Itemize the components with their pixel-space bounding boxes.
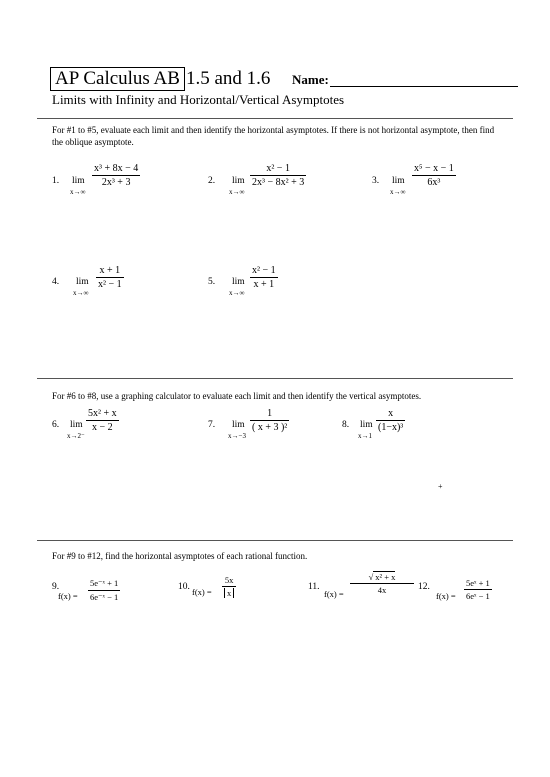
problem-7-approach: x→−3 xyxy=(228,432,246,440)
problem-9-number: 9. xyxy=(52,582,60,592)
problem-4-fraction xyxy=(96,265,124,290)
divider-top xyxy=(37,118,513,119)
problem-2-lim: lim xyxy=(232,176,245,186)
problem-8-fraction xyxy=(376,408,405,433)
problem-12-fraction xyxy=(464,578,492,601)
problem-10-denominator: x xyxy=(224,588,234,598)
problem-7-denominator: ( x + 3 )² xyxy=(252,422,288,433)
problem-8-lim: lim xyxy=(360,420,373,430)
problem-12-number: 12. xyxy=(418,582,430,592)
problem-6-fraction xyxy=(86,408,119,433)
problem-4-denominator: x² − 1 xyxy=(98,279,122,290)
problem-6-approach: x→2⁻ xyxy=(67,432,85,440)
problem-3-numerator: x⁵ − x − 1 xyxy=(414,163,454,174)
problem-12-numerator: 5eˣ + 1 xyxy=(466,578,490,588)
problem-1-denominator: 2x³ + 3 xyxy=(101,177,131,188)
problem-11-function-name: f(x) = xyxy=(324,589,344,599)
problem-9-numerator: 5e⁻ˣ + 1 xyxy=(90,578,119,588)
problem-9-function-name: f(x) = xyxy=(58,591,78,601)
problem-5-number: 5. xyxy=(208,277,216,287)
problem-1-fraction xyxy=(92,163,140,188)
problem-8-approach: x→1 xyxy=(358,432,372,440)
problem-11-denominator: 4x xyxy=(377,585,387,595)
divider-bottom xyxy=(37,540,513,541)
problem-10-number: 10. xyxy=(178,582,190,592)
problem-7-fraction xyxy=(250,408,289,433)
problem-4-lim: lim xyxy=(76,277,89,287)
problem-4-approach: x→∞ xyxy=(73,289,89,297)
stray-plus-mark: + xyxy=(438,482,443,491)
problem-5-approach: x→∞ xyxy=(229,289,245,297)
problem-2-fraction xyxy=(250,163,306,188)
problem-9-denominator: 6e⁻ˣ − 1 xyxy=(90,592,119,602)
problem-2-denominator: 2x³ − 8x² + 3 xyxy=(252,177,305,188)
problem-11-numerator: x² + x xyxy=(375,572,396,582)
part2-instructions: For #6 to #8, use a graphing calculator to evaluate each limit and then identify the vertical asymptotes. xyxy=(52,391,422,401)
course-title-box xyxy=(50,67,185,91)
problem-10-fraction xyxy=(222,575,236,598)
problem-1-approach: x→∞ xyxy=(70,188,86,196)
problem-4-numerator: x + 1 xyxy=(99,265,121,276)
course-title: AP Calculus AB xyxy=(55,68,180,89)
problem-4-number: 4. xyxy=(52,277,60,287)
problem-7-number: 7. xyxy=(208,420,216,430)
problem-3-lim: lim xyxy=(392,176,405,186)
worksheet-subtitle: Limits with Infinity and Horizontal/Vertical Asymptotes xyxy=(52,92,345,107)
problem-2-numerator: x² − 1 xyxy=(266,163,290,174)
part1-instructions: For #1 to #5, evaluate each limit and then identify the horizontal asymptotes. If there is not horizontal asymptote, then find the oblique asymptote. xyxy=(52,125,495,147)
divider-middle xyxy=(37,378,513,379)
name-blank-line[interactable] xyxy=(330,86,518,87)
problem-2-approach: x→∞ xyxy=(229,188,245,196)
problem-1-lim: lim xyxy=(72,176,85,186)
problem-6-numerator: 5x² + x xyxy=(88,408,117,419)
problem-2-number: 2. xyxy=(208,176,216,186)
problem-6-number: 6. xyxy=(52,420,60,430)
problem-12-function-name: f(x) = xyxy=(436,591,456,601)
problem-11-fraction: √ x² + x 4x xyxy=(350,572,414,595)
problem-11-number: 11. xyxy=(308,582,320,592)
problem-10-numerator: 5x xyxy=(224,575,234,585)
problem-8-number: 8. xyxy=(342,420,350,430)
name-label: Name: xyxy=(292,72,329,87)
problem-6-lim: lim xyxy=(70,420,83,430)
problem-5-fraction xyxy=(250,265,278,290)
problem-8-denominator: (1−x)³ xyxy=(378,422,404,433)
problem-6-denominator: x − 2 xyxy=(92,422,113,433)
problem-10-function-name: f(x) = xyxy=(192,587,212,597)
section-numbers: 1.5 and 1.6 xyxy=(186,68,271,89)
problem-8-numerator: x xyxy=(388,408,394,419)
problem-3-denominator: 6x³ xyxy=(427,177,441,188)
problem-5-numerator: x² − 1 xyxy=(252,265,276,276)
problem-3-number: 3. xyxy=(372,176,380,186)
problem-1-numerator: x³ + 8x − 4 xyxy=(94,163,139,174)
problem-3-fraction xyxy=(412,163,456,188)
problem-5-lim: lim xyxy=(232,277,245,287)
problem-12-denominator: 6eˣ − 1 xyxy=(466,591,490,601)
problem-1-number: 1. xyxy=(52,176,60,186)
problem-3-approach: x→∞ xyxy=(390,188,406,196)
problem-9-fraction xyxy=(88,578,120,603)
problem-7-numerator: 1 xyxy=(267,408,273,419)
problem-7-lim: lim xyxy=(232,420,245,430)
problem-5-denominator: x + 1 xyxy=(253,279,275,290)
part3-instructions: For #9 to #12, find the horizontal asymptotes of each rational function. xyxy=(52,551,308,561)
